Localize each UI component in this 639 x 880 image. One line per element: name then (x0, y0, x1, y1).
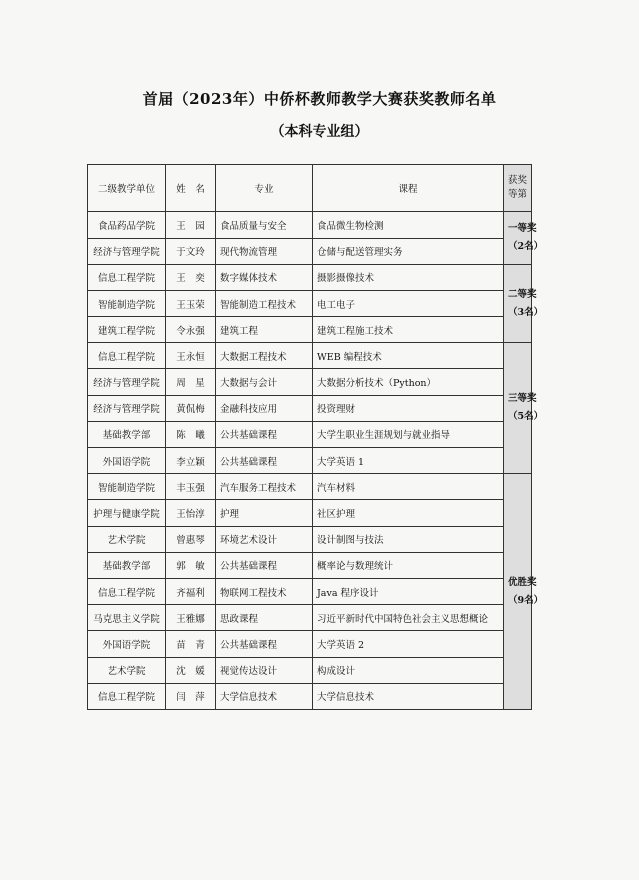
cell-major: 视觉传达设计 (216, 657, 313, 683)
award-label: 二等奖 (508, 288, 537, 300)
cell-major: 大数据与会计 (216, 369, 313, 395)
cell-dept: 护理与健康学院 (88, 500, 166, 526)
award-count: （5名） (508, 411, 544, 423)
cell-major: 公共基础课程 (216, 448, 313, 474)
award-count: （9名） (508, 594, 544, 606)
cell-name: 闫 萍 (166, 683, 216, 709)
cell-name: 周 星 (166, 369, 216, 395)
cell-course: 构成设计 (313, 657, 504, 683)
cell-course: 习近平新时代中国特色社会主义思想概论 (313, 605, 504, 631)
cell-dept: 艺术学院 (88, 526, 166, 552)
cell-name: 曾惠琴 (166, 526, 216, 552)
cell-name: 王雅娜 (166, 605, 216, 631)
page-title: 首届（2023年）中侨杯教师教学大赛获奖教师名单 (142, 90, 497, 108)
cell-major: 思政课程 (216, 605, 313, 631)
cell-dept: 建筑工程学院 (88, 317, 166, 343)
cell-course: Java 程序设计 (313, 578, 504, 604)
table-row (88, 683, 532, 709)
table-row (88, 369, 532, 395)
table-row (88, 448, 532, 474)
table-row (88, 421, 532, 447)
table-row (88, 317, 532, 343)
cell-dept: 基础教学部 (88, 552, 166, 578)
cell-name: 沈 媛 (166, 657, 216, 683)
award-table (87, 164, 544, 710)
cell-dept: 信息工程学院 (88, 264, 166, 290)
header-dept: 二级教学单位 (88, 165, 166, 212)
cell-dept: 基础教学部 (88, 421, 166, 447)
cell-course: 建筑工程施工技术 (313, 317, 504, 343)
cell-major: 护理 (216, 500, 313, 526)
cell-course: 大学英语 2 (313, 631, 504, 657)
cell-name: 令永强 (166, 317, 216, 343)
cell-course: 设计制图与技法 (313, 526, 504, 552)
cell-dept: 经济与管理学院 (88, 395, 166, 421)
cell-name: 于文玲 (166, 238, 216, 264)
cell-course: 大学生职业生涯规划与就业指导 (313, 421, 504, 447)
table-row (88, 395, 532, 421)
table-header-row (88, 165, 532, 212)
cell-dept: 经济与管理学院 (88, 369, 166, 395)
page-subtitle: （本科专业组） (270, 124, 369, 140)
cell-major: 汽车服务工程技术 (216, 474, 313, 500)
cell-course: 社区护理 (313, 500, 504, 526)
cell-dept: 艺术学院 (88, 657, 166, 683)
cell-major: 数字媒体技术 (216, 264, 313, 290)
award-label: 三等奖 (508, 393, 537, 405)
cell-major: 公共基础课程 (216, 552, 313, 578)
cell-name: 李立颖 (166, 448, 216, 474)
award-label: 一等奖 (508, 223, 537, 235)
cell-name: 王玉荣 (166, 290, 216, 316)
cell-dept: 智能制造学院 (88, 474, 166, 500)
cell-name: 郭 敏 (166, 552, 216, 578)
cell-name: 王 奕 (166, 264, 216, 290)
table-row (88, 238, 532, 264)
header-major: 专业 (216, 165, 313, 212)
cell-major: 金融科技应用 (216, 395, 313, 421)
table-row (88, 290, 532, 316)
cell-major: 大数据工程技术 (216, 343, 313, 369)
cell-name: 王 园 (166, 212, 216, 238)
cell-dept: 信息工程学院 (88, 343, 166, 369)
table-row (88, 212, 532, 238)
cell-name: 黄侃梅 (166, 395, 216, 421)
cell-name: 齐福利 (166, 578, 216, 604)
award-second-prize (504, 264, 544, 343)
cell-course: WEB 编程技术 (313, 343, 504, 369)
table-row (88, 500, 532, 526)
cell-dept: 外国语学院 (88, 448, 166, 474)
cell-course: 大数据分析技术（Python） (313, 369, 504, 395)
header-course: 课程 (313, 165, 504, 212)
award-count: （2名） (508, 241, 544, 253)
cell-major: 大学信息技术 (216, 683, 313, 709)
cell-course: 电工电子 (313, 290, 504, 316)
cell-dept: 信息工程学院 (88, 683, 166, 709)
cell-name: 王永恒 (166, 343, 216, 369)
cell-major: 现代物流管理 (216, 238, 313, 264)
cell-major: 公共基础课程 (216, 421, 313, 447)
cell-name: 丰玉强 (166, 474, 216, 500)
header-award-line2: 等第 (508, 189, 528, 201)
cell-course: 大学信息技术 (313, 683, 504, 709)
header-name: 姓 名 (166, 165, 216, 212)
cell-course: 摄影摄像技术 (313, 264, 504, 290)
award-count: （3名） (508, 306, 544, 318)
cell-major: 环境艺术设计 (216, 526, 313, 552)
cell-course: 投资理财 (313, 395, 504, 421)
award-merit-prize (504, 474, 544, 710)
cell-course: 概率论与数理统计 (313, 552, 504, 578)
cell-course: 大学英语 1 (313, 448, 504, 474)
cell-dept: 马克思主义学院 (88, 605, 166, 631)
cell-major: 物联网工程技术 (216, 578, 313, 604)
cell-course: 汽车材料 (313, 474, 504, 500)
cell-name: 苗 青 (166, 631, 216, 657)
cell-major: 智能制造工程技术 (216, 290, 313, 316)
table-row (88, 552, 532, 578)
table-row (88, 526, 532, 552)
table-row (88, 578, 532, 604)
table-row (88, 631, 532, 657)
table-row (88, 343, 532, 369)
cell-dept: 信息工程学院 (88, 578, 166, 604)
cell-major: 公共基础课程 (216, 631, 313, 657)
cell-major: 食品质量与安全 (216, 212, 313, 238)
cell-course: 仓储与配送管理实务 (313, 238, 504, 264)
cell-dept: 智能制造学院 (88, 290, 166, 316)
cell-major: 建筑工程 (216, 317, 313, 343)
cell-dept: 经济与管理学院 (88, 238, 166, 264)
table-row (88, 605, 532, 631)
award-label: 优胜奖 (508, 576, 537, 588)
cell-dept: 外国语学院 (88, 631, 166, 657)
table-row (88, 474, 532, 500)
cell-name: 陈 曦 (166, 421, 216, 447)
table-row (88, 657, 532, 683)
cell-dept: 食品药品学院 (88, 212, 166, 238)
cell-name: 王怡淳 (166, 500, 216, 526)
award-third-prize (504, 343, 544, 474)
header-award (504, 165, 532, 212)
cell-course: 食品微生物检测 (313, 212, 504, 238)
header-award-line1: 获奖 (508, 175, 528, 187)
table-row (88, 264, 532, 290)
award-first-prize (504, 212, 544, 264)
